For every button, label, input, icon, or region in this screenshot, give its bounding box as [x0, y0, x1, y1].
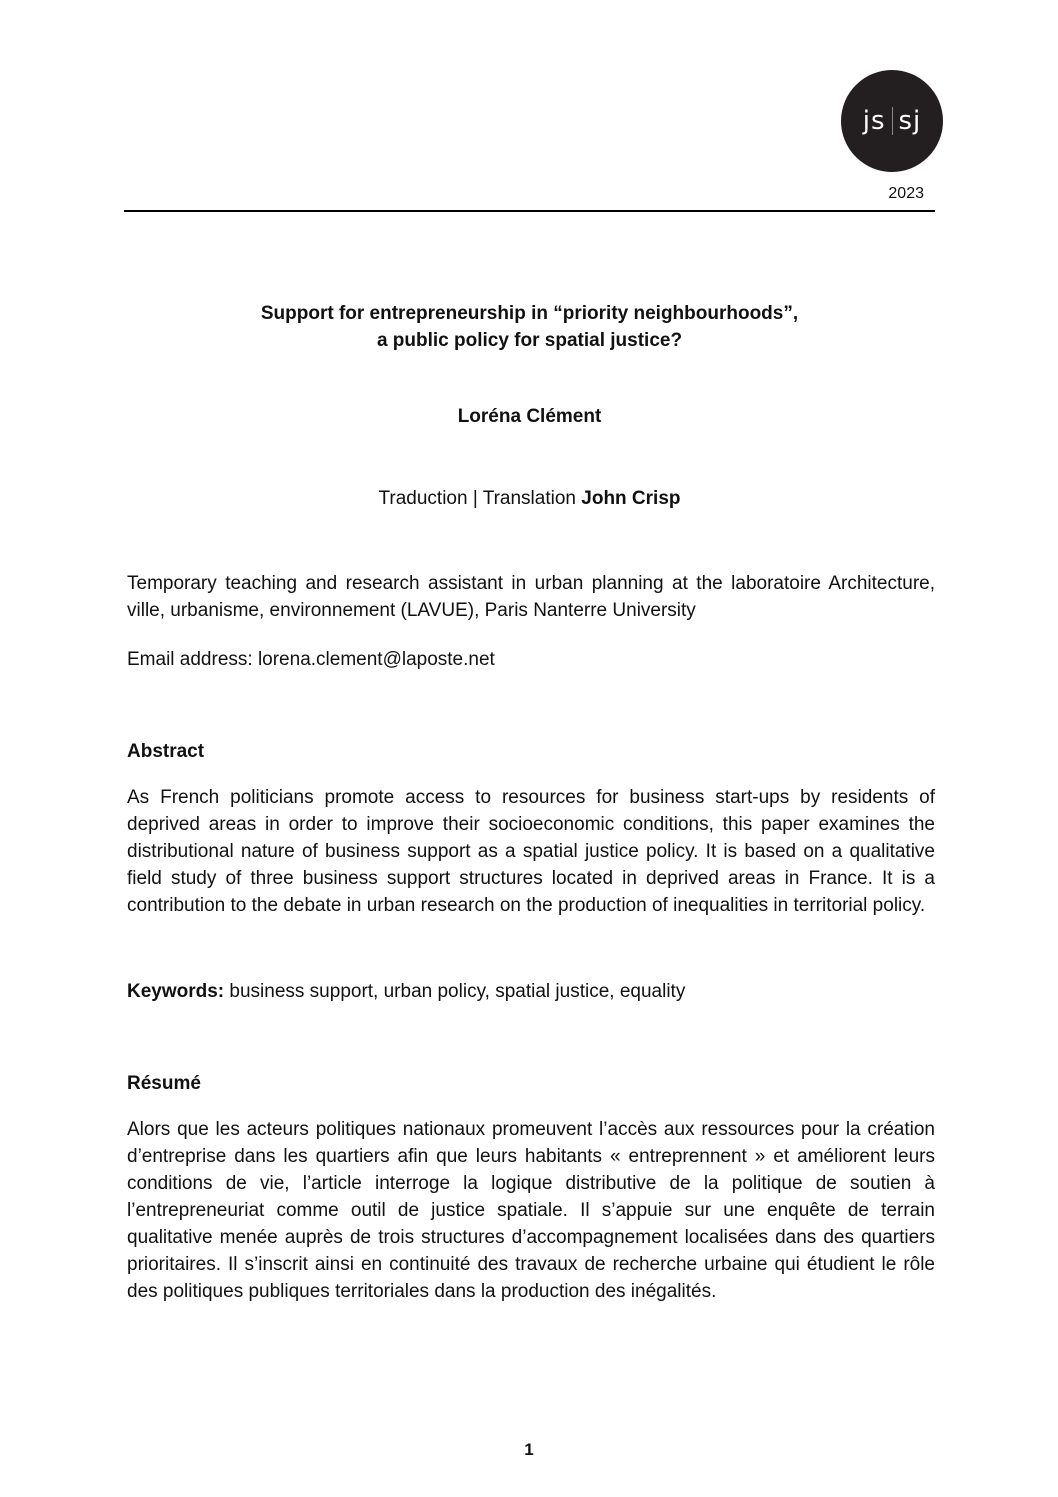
- logo-separator: [892, 107, 893, 135]
- title-line-1: Support for entrepreneurship in “priority neighbourhoods”,: [260, 303, 799, 324]
- keywords: [127, 978, 935, 1005]
- journal-logo: [841, 70, 943, 172]
- translation-credit: [124, 488, 935, 510]
- translator-name: John Crisp: [581, 488, 681, 509]
- abstract-heading: Abstract: [127, 741, 205, 762]
- keywords-label: Keywords:: [127, 981, 225, 1002]
- author-name: Loréna Clément: [457, 406, 602, 427]
- keywords-list: business support, urban policy, spatial justice, equality: [224, 981, 686, 1002]
- affiliation: Temporary teaching and research assistant in urban planning at the laboratoire Architecture, ville, urbanisme, environnement (LAVUE), Paris Nanterre University: [127, 573, 935, 621]
- header-rule: [124, 210, 935, 212]
- translation-label: Traduction | Translation: [378, 488, 582, 509]
- article-title: [124, 300, 935, 354]
- publication-year: 2023: [888, 185, 924, 202]
- resume-heading: Résumé: [127, 1073, 201, 1094]
- abstract-text: As French politicians promote access to resources for business start-ups by residents of deprived areas in order to improve their socioeconomic conditions, this paper examines the distributional nature of business support as a spatial justice policy. It is based on a qualitative field study of three business support structures located in deprived areas in France. It is a contribution to the debate in urban research on the production of inequalities in territorial policy.: [127, 787, 935, 916]
- title-line-2: a public policy for spatial justice?: [376, 330, 683, 351]
- email-line: Email address: lorena.clement@laposte.net: [127, 649, 495, 670]
- page-number: 1: [524, 1440, 534, 1459]
- resume-text: Alors que les acteurs politiques nationaux promeuvent l’accès aux ressources pour la création d’entreprise dans les quartiers afin que leurs habitants « entreprennent » et améliorent leurs conditions de vie, l’article interroge la logique distributive de la politique de soutien à l’entrepreneuriat comme outil de justice spatiale. Il s’appuie sur une enquête de terrain qualitative menée auprès de trois structures d’accompagnement localisées dans des quartiers prioritaires. Il s’inscrit ainsi en continuité des travaux de recherche urbaine qui étudient le rôle des politiques publiques territoriales dans la production des inégalités.: [127, 1119, 935, 1302]
- logo-left-text: js: [862, 106, 886, 136]
- logo-right-text: sj: [898, 106, 922, 136]
